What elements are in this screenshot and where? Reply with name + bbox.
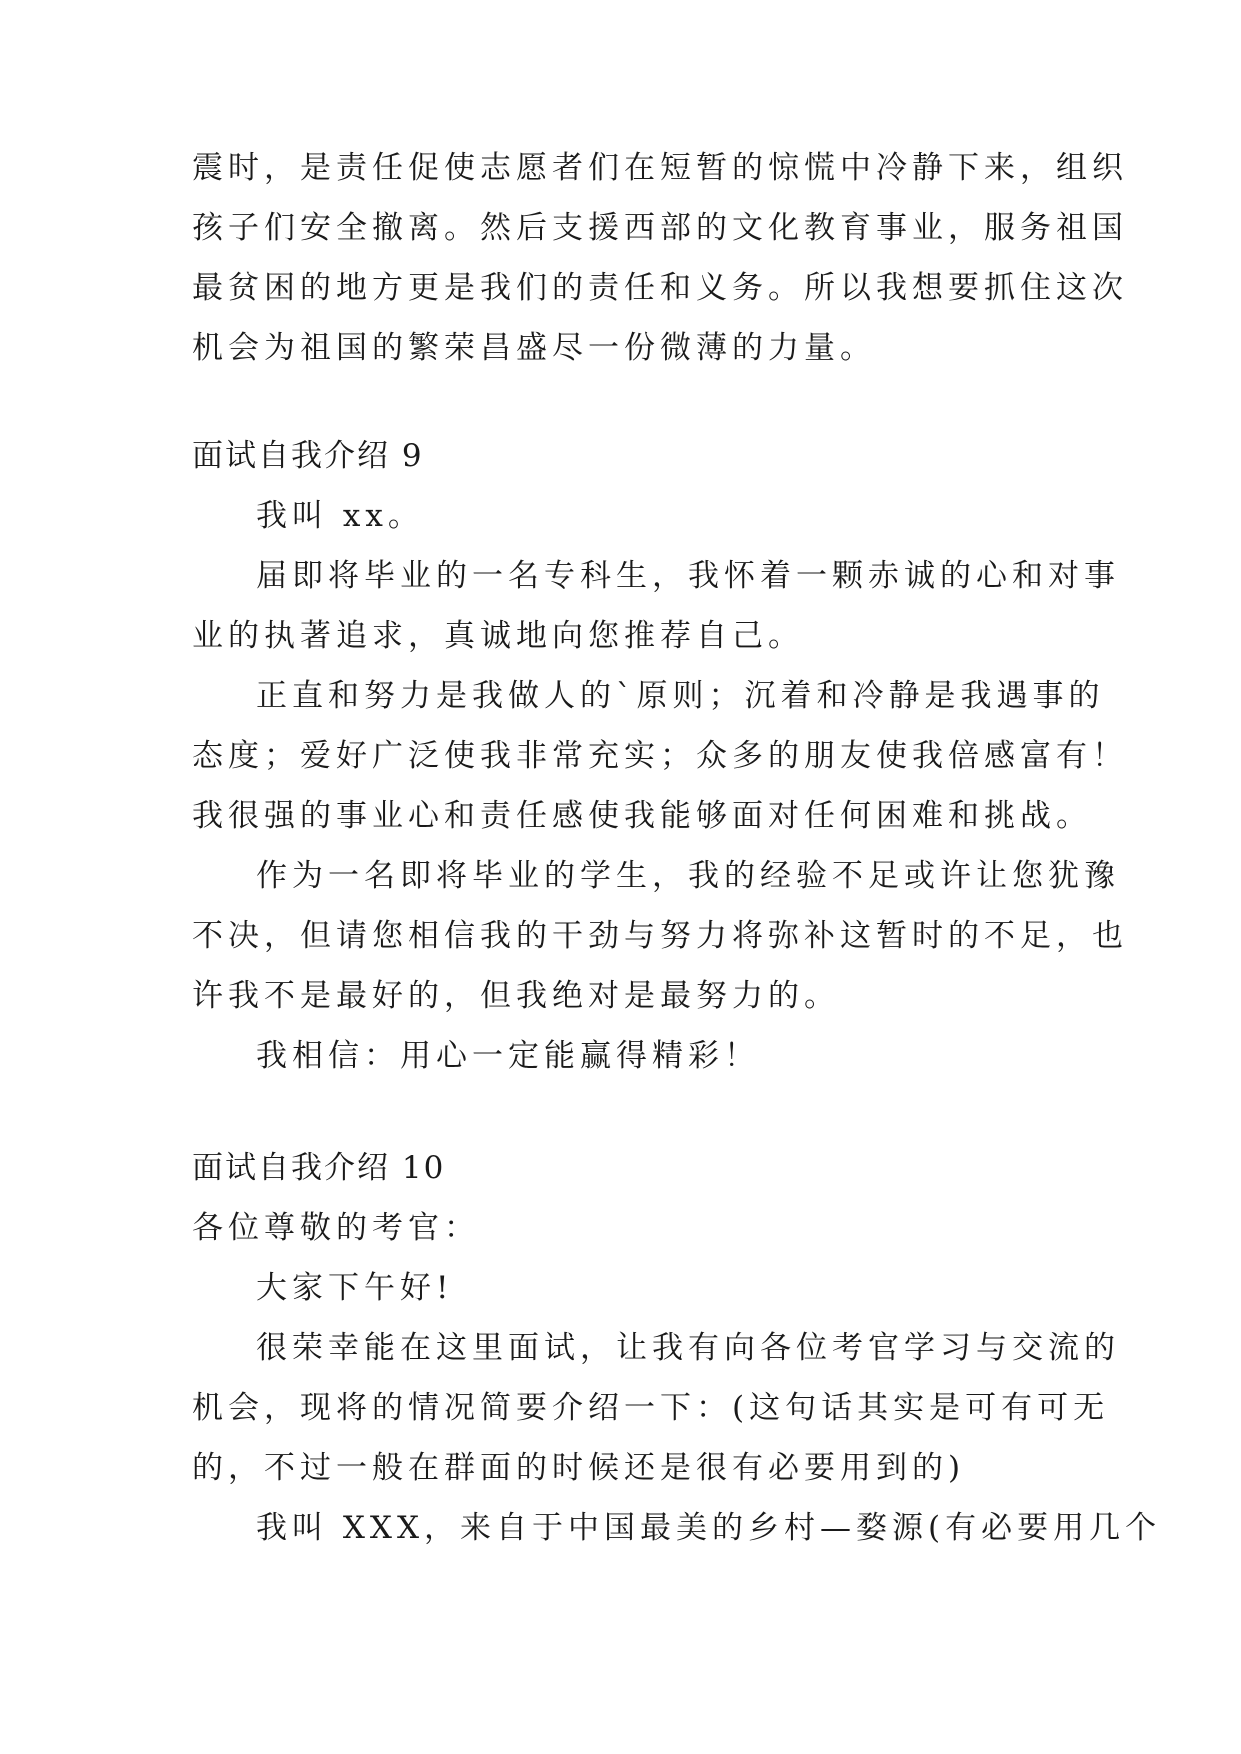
- text-line: 大家下午好!: [256, 1270, 454, 1306]
- text-line: 我叫 xx。: [256, 498, 424, 534]
- text-line: 机会，现将的情况简要介绍一下：(这句话其实是可有可无: [192, 1390, 1110, 1426]
- section-heading: 面试自我介绍 10: [192, 1150, 446, 1186]
- text-line: 很荣幸能在这里面试，让我有向各位考官学习与交流的: [256, 1330, 1120, 1366]
- section-heading: 面试自我介绍 9: [192, 438, 424, 474]
- text-line: 态度；爱好广泛使我非常充实；众多的朋友使我倍感富有！: [192, 738, 1128, 774]
- text-line: 各位尊敬的考官：: [192, 1210, 480, 1246]
- text-line: 的，不过一般在群面的时候还是很有必要用到的): [192, 1450, 966, 1486]
- text-line: 许我不是最好的，但我绝对是最努力的。: [192, 978, 840, 1014]
- text-line: 不决，但请您相信我的干劲与努力将弥补这暂时的不足，也: [192, 918, 1128, 954]
- text-line: 机会为祖国的繁荣昌盛尽一份微薄的力量。: [192, 330, 876, 366]
- text-line: 届即将毕业的一名专科生，我怀着一颗赤诚的心和对事: [256, 558, 1120, 594]
- text-line: 我相信：用心一定能赢得精彩！: [256, 1038, 760, 1074]
- text-line: 孩子们安全撤离。然后支援西部的文化教育事业，服务祖国: [192, 210, 1128, 246]
- text-line: 正直和努力是我做人的`原则；沉着和冷静是我遇事的: [256, 678, 1105, 714]
- text-line: 业的执著追求，真诚地向您推荐自己。: [192, 618, 804, 654]
- text-line: 作为一名即将毕业的学生，我的经验不足或许让您犹豫: [256, 858, 1120, 894]
- text-line: 震时，是责任促使志愿者们在短暂的惊慌中冷静下来，组织: [192, 150, 1128, 186]
- text-line: 最贫困的地方更是我们的责任和义务。所以我想要抓住这次: [192, 270, 1128, 306]
- text-line: 我很强的事业心和责任感使我能够面对任何困难和挑战。: [192, 798, 1092, 834]
- text-line: 我叫 XXX，来自于中国最美的乡村—婺源(有必要用几个: [256, 1510, 1162, 1546]
